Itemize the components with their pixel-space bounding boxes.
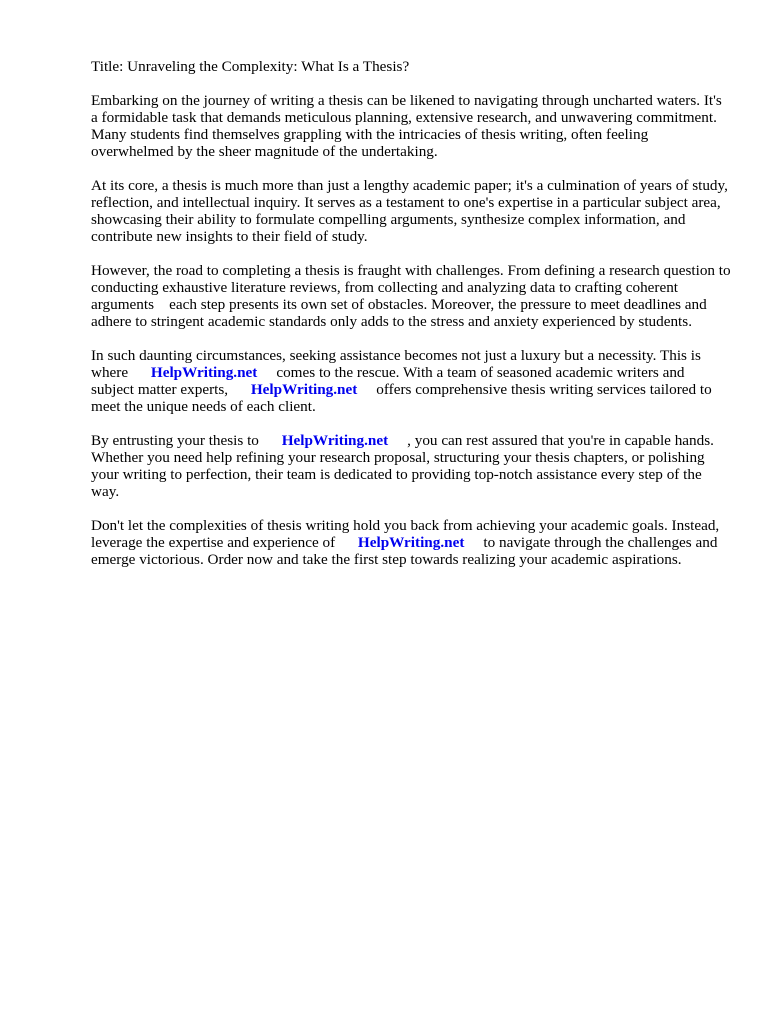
helpwriting-link-1[interactable]: HelpWriting.net bbox=[150, 364, 258, 381]
helpwriting-link-4[interactable]: HelpWriting.net bbox=[357, 534, 465, 551]
paragraph-5-text-a: By entrusting your thesis to bbox=[91, 432, 282, 449]
paragraph-4-text-a: In such daunting circumstances, seeking assistance becomes not just a luxury but a necessity. This is where bbox=[91, 347, 701, 381]
paragraph-5-text-b: , you can rest assured that you're in capable hands. Whether you need help refining your research proposal, structuring your thesis chapters, or polishing your writing to perfection, their team is dedicated to providing top-notch assistance every step of the way. bbox=[91, 432, 714, 500]
paragraph-3: However, the road to completing a thesis is fraught with challenges. From defining a research question to conducting exhaustive literature reviews, from collecting and analyzing data to crafting coherent arguments each step presents its own set of obstacles. Moreover, the pressure to meet deadlines and adhere to stringent academic standards only adds to the stress and anxiety experienced by students. bbox=[91, 262, 731, 330]
paragraph-4 bbox=[91, 347, 731, 415]
paragraph-6-text-b: to navigate through the challenges and emerge victorious. Order now and take the first step towards realizing your academic aspirations. bbox=[91, 534, 718, 568]
helpwriting-link-3[interactable]: HelpWriting.net bbox=[281, 432, 389, 449]
helpwriting-link-2[interactable]: HelpWriting.net bbox=[250, 381, 358, 398]
paragraph-4-text-c: offers comprehensive thesis writing services tailored to meet the unique needs of each client. bbox=[91, 381, 712, 415]
paragraph-6-text-a: Don't let the complexities of thesis writing hold you back from achieving your academic goals. Instead, leverage the expertise and experience of bbox=[91, 517, 720, 551]
document-page bbox=[91, 58, 731, 585]
paragraph-1: Embarking on the journey of writing a thesis can be likened to navigating through uncharted waters. It's a formidable task that demands meticulous planning, extensive research, and unwavering commitment. Many students find themselves grappling with the intricacies of thesis writing, often feeling overwhelmed by the sheer magnitude of the undertaking. bbox=[91, 92, 722, 160]
paragraph-5 bbox=[91, 432, 731, 500]
paragraph-6 bbox=[91, 517, 731, 568]
paragraph-4-text-b: comes to the rescue. With a team of seasoned academic writers and subject matter experts, bbox=[91, 364, 685, 398]
document-title: Title: Unraveling the Complexity: What Is a Thesis? bbox=[91, 58, 410, 75]
paragraph-2: At its core, a thesis is much more than just a lengthy academic paper; it's a culmination of years of study, reflection, and intellectual inquiry. It serves as a testament to one's expertise in a particular subject area, showcasing their ability to formulate compelling arguments, synthesize complex information, and contribute new insights to their field of study. bbox=[91, 177, 728, 245]
